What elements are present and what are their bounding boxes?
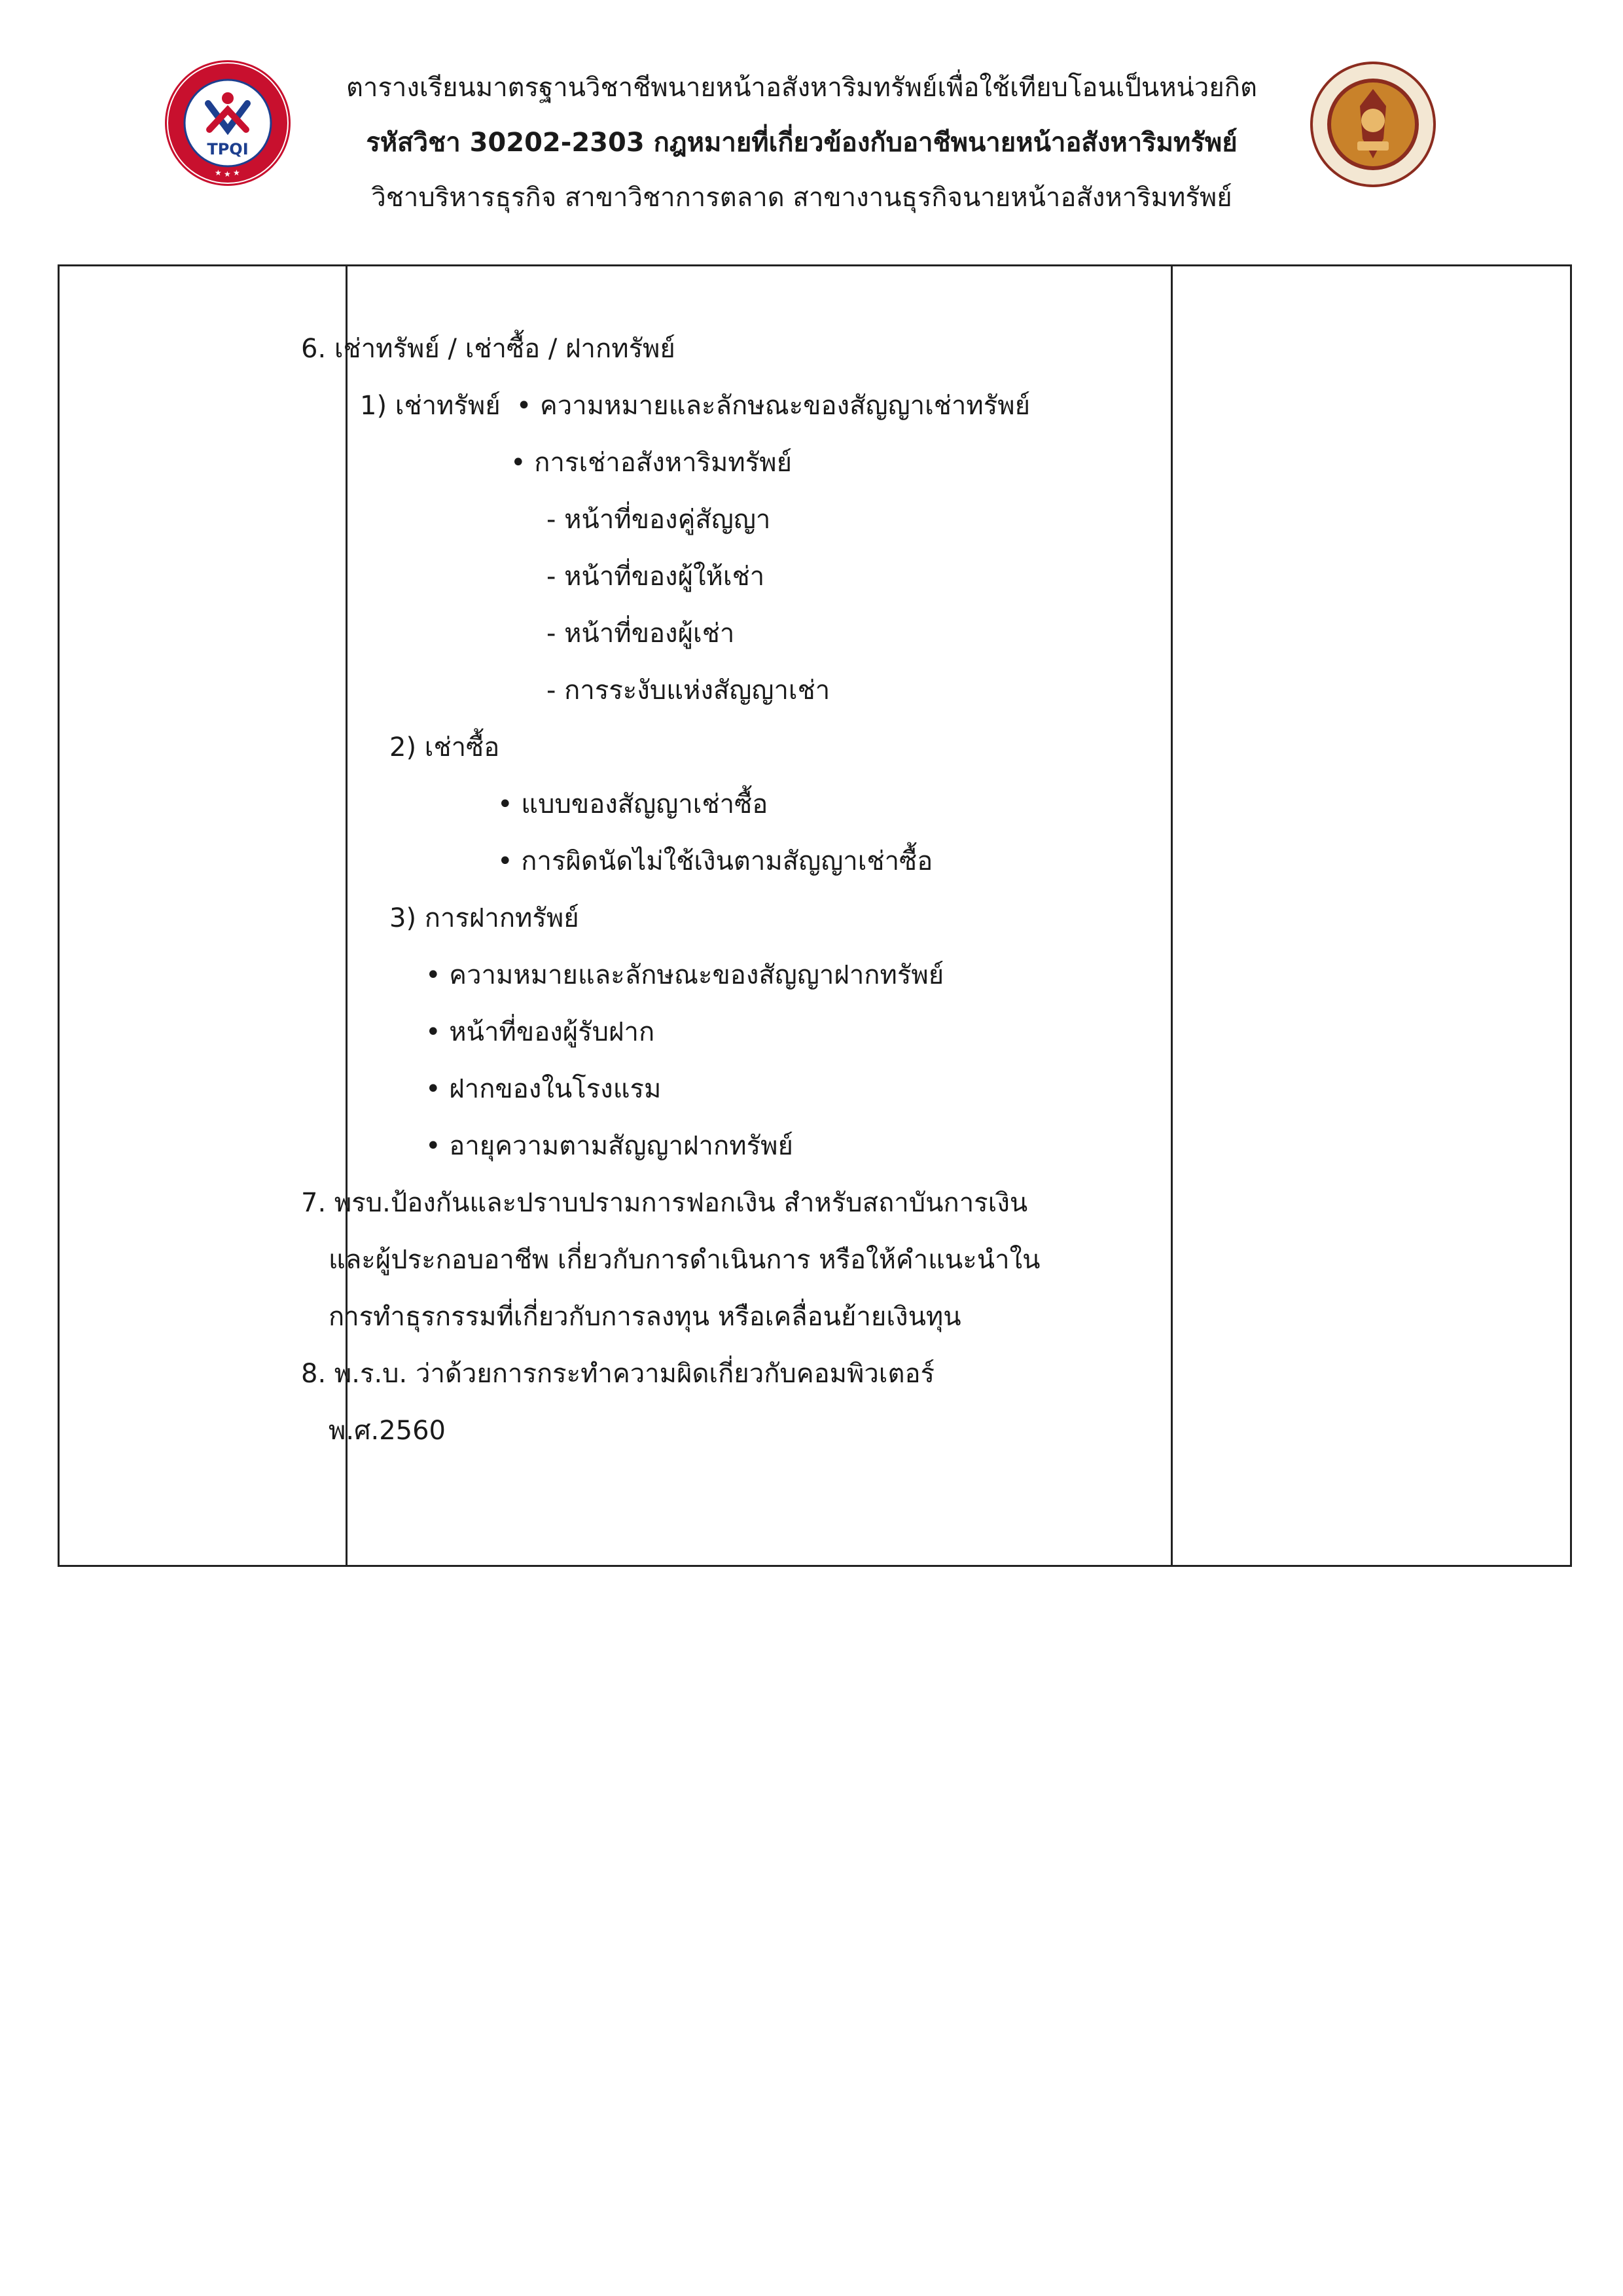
section-8-line: พ.ศ.2560 xyxy=(329,1416,446,1446)
section-6-2-bullet: • แบบของสัญญาเช่าซื้อ xyxy=(497,789,768,819)
section-6-2-label: 2) เช่าซื้อ xyxy=(389,732,500,762)
tpqi-logo xyxy=(162,58,293,188)
section-7-line: 7. พรบ.ป้องกันและปราบปรามการฟอกเงิน สำหรับสถาบันการเงิน xyxy=(301,1188,1028,1218)
section-6-1-dash: - หน้าที่ของผู้เช่า xyxy=(546,619,735,649)
section-7-line: การทำธุรกรรมที่เกี่ยวกับการลงทุน หรือเคลื่อนย้ายเงินทุน xyxy=(329,1302,961,1332)
section-6-3-bullet: • อายุความตามสัญญาฝากทรัพย์ xyxy=(425,1131,793,1161)
section-8-line: 8. พ.ร.บ. ว่าด้วยการกระทำความผิดเกี่ยวกับคอมพิวเตอร์ xyxy=(301,1359,935,1389)
header-title: ตารางเรียนมาตรฐานวิชาชีพนายหน้าอสังหาริมทรัพย์เพื่อใช้เทียบโอนเป็นหน่วยกิต xyxy=(346,73,1257,103)
tpqi-logo-text: TPQI xyxy=(207,140,249,158)
section-6-1-dash: - หน้าที่ของผู้ให้เช่า xyxy=(546,562,765,592)
section-6-1-label: 1) เช่าทรัพย์ xyxy=(360,391,501,421)
section-6-1-row xyxy=(301,378,1171,435)
section-6-3-label: 3) การฝากทรัพย์ xyxy=(389,903,579,933)
section-6-1-bullet: • ความหมายและลักษณะของสัญญาเช่าทรัพย์ xyxy=(516,391,1031,421)
institute-seal-logo xyxy=(1309,60,1437,188)
svg-text:★: ★ xyxy=(215,168,222,177)
section-6-1-dash: - การระงับแห่งสัญญาเช่า xyxy=(546,675,830,706)
section-6-1-bullet: • การเช่าอสังหาริมทรัพย์ xyxy=(510,448,793,478)
svg-text:★: ★ xyxy=(224,170,231,179)
topic-content-cell xyxy=(301,321,1171,1460)
section-6-title: 6. เช่าทรัพย์ / เช่าซื้อ / ฝากทรัพย์ xyxy=(301,334,675,364)
section-6-3-bullet: • ความหมายและลักษณะของสัญญาฝากทรัพย์ xyxy=(425,960,944,990)
header-department: วิชาบริหารธุรกิจ สาขาวิชาการตลาด สาขางานธุรกิจนายหน้าอสังหาริมทรัพย์ xyxy=(371,183,1232,213)
section-6-2-bullet: • การผิดนัดไม่ใช้เงินตามสัญญาเช่าซื้อ xyxy=(497,846,933,876)
section-6-3-bullet: • หน้าที่ของผู้รับฝาก xyxy=(425,1017,655,1047)
document-header xyxy=(308,60,1296,225)
section-6-1-dash: - หน้าที่ของคู่สัญญา xyxy=(546,505,771,535)
section-6-3-bullet: • ฝากของในโรงแรม xyxy=(425,1074,662,1104)
header-course-code: รหัสวิชา 30202-2303 กฎหมายที่เกี่ยวข้องกับอาชีพนายหน้าอสังหาริมทรัพย์ xyxy=(366,128,1238,158)
section-7-line: และผู้ประกอบอาชีพ เกี่ยวกับการดำเนินการ หรือให้คำแนะนำใน xyxy=(329,1245,1041,1275)
svg-text:★: ★ xyxy=(233,168,240,177)
